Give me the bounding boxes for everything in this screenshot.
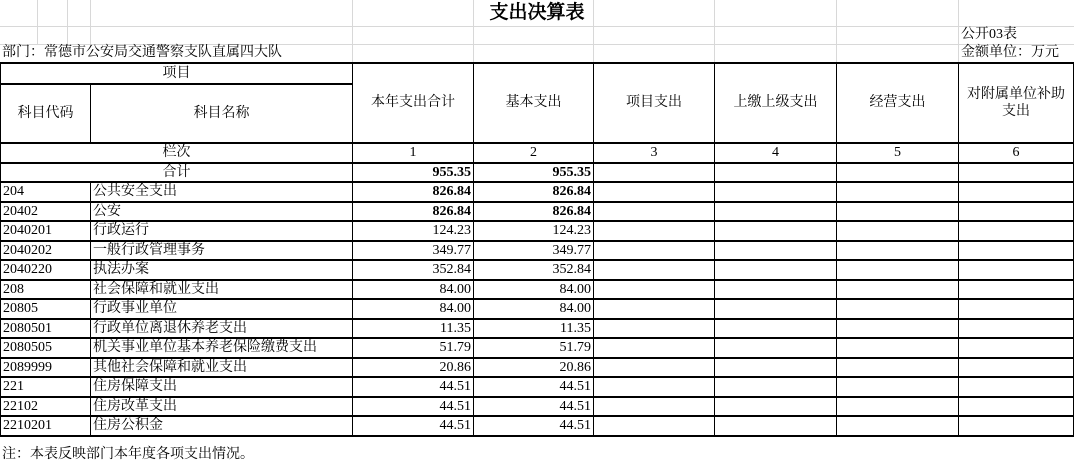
cell-empty[interactable] [837,221,959,241]
cell-code[interactable]: 2040220 [1,260,91,280]
cell-empty[interactable] [837,377,959,397]
cell-empty[interactable] [715,221,837,241]
cell-empty[interactable] [594,202,715,222]
cell-code[interactable]: 2210201 [1,416,91,436]
cell-basic[interactable]: 84.00 [474,280,594,300]
cell-empty[interactable] [594,358,715,378]
header-subject-code[interactable]: 科目代码 [1,84,91,143]
cell-total[interactable]: 826.84 [353,202,474,222]
page-title: 支出决算表 [489,2,585,23]
cell-total[interactable]: 51.79 [353,338,474,358]
cell-empty[interactable] [959,416,1074,436]
cell-code[interactable]: 2040202 [1,241,91,261]
cell-empty[interactable] [837,260,959,280]
cell-empty[interactable] [837,202,959,222]
cell-empty[interactable] [959,319,1074,339]
cell-empty[interactable] [959,163,1074,183]
cell-empty[interactable] [594,163,715,183]
cell-name[interactable]: 机关事业单位基本养老保险缴费支出 [91,338,353,358]
cell-name[interactable]: 行政运行 [91,221,353,241]
cell-name[interactable]: 一般行政管理事务 [91,241,353,261]
cell-empty[interactable] [594,280,715,300]
cell-total[interactable]: 44.51 [353,377,474,397]
cell-empty[interactable] [715,377,837,397]
column-index[interactable]: 4 [715,143,837,163]
cell-empty[interactable] [959,221,1074,241]
table-row [1,416,1074,436]
header-operating-expenditure[interactable]: 经营支出 [837,63,959,143]
cell-empty[interactable] [837,241,959,261]
column-index-label[interactable]: 栏次 [1,143,353,163]
cell-empty[interactable] [837,299,959,319]
table-row [1,260,1074,280]
cell-total[interactable]: 352.84 [353,260,474,280]
cell-basic[interactable]: 11.35 [474,319,594,339]
table-row [1,338,1074,358]
unit-label: 金额单位：万元 [961,45,1059,60]
column-index[interactable]: 2 [474,143,594,163]
form-code-label: 公开03表 [961,27,1017,42]
cell-code[interactable]: 20805 [1,299,91,319]
cell-empty[interactable] [837,319,959,339]
table-row [1,241,1074,261]
table-row [1,202,1074,222]
column-index[interactable]: 3 [594,143,715,163]
header-project-expenditure[interactable]: 项目支出 [594,63,715,143]
cell-code[interactable]: 2080505 [1,338,91,358]
column-index[interactable]: 1 [353,143,474,163]
cell-basic[interactable]: 349.77 [474,241,594,261]
cell-empty[interactable] [959,280,1074,300]
table-row [1,182,1074,202]
cell-empty[interactable] [715,299,837,319]
cell-name[interactable]: 公共安全支出 [91,182,353,202]
cell-empty[interactable] [959,397,1074,417]
cell-empty[interactable] [837,338,959,358]
cell-empty[interactable] [959,260,1074,280]
table-row [1,299,1074,319]
table-row [1,377,1074,397]
cell-name[interactable]: 住房公积金 [91,416,353,436]
cell-total[interactable]: 20.86 [353,358,474,378]
column-index[interactable]: 6 [959,143,1074,163]
cell-empty[interactable] [959,202,1074,222]
cell-empty[interactable] [715,358,837,378]
cell-basic[interactable]: 352.84 [474,260,594,280]
cell-empty[interactable] [837,358,959,378]
header-total-expenditure[interactable]: 本年支出合计 [353,63,474,143]
cell-empty[interactable] [715,202,837,222]
cell-basic[interactable]: 44.51 [474,397,594,417]
cell-name[interactable]: 行政事业单位 [91,299,353,319]
gridline [0,26,1074,27]
cell-empty[interactable] [594,338,715,358]
cell-empty[interactable] [959,182,1074,202]
cell-total[interactable]: 44.51 [353,416,474,436]
cell-basic[interactable]: 84.00 [474,299,594,319]
cell-name[interactable]: 公安 [91,202,353,222]
cell-empty[interactable] [715,241,837,261]
table-row [1,280,1074,300]
cell-empty[interactable] [594,299,715,319]
cell-code[interactable]: 20402 [1,202,91,222]
cell-empty[interactable] [959,358,1074,378]
cell-empty[interactable] [837,416,959,436]
cell-empty[interactable] [594,397,715,417]
cell-code[interactable]: 2089999 [1,358,91,378]
cell-code[interactable]: 22102 [1,397,91,417]
cell-empty[interactable] [959,241,1074,261]
cell-total[interactable]: 84.00 [353,299,474,319]
cell-basic[interactable]: 44.51 [474,377,594,397]
cell-basic[interactable]: 826.84 [474,182,594,202]
cell-code[interactable]: 208 [1,280,91,300]
cell-empty[interactable] [594,319,715,339]
table-row [1,221,1074,241]
cell-empty[interactable] [837,397,959,417]
cell-name[interactable]: 执法办案 [91,260,353,280]
header-subject-name[interactable]: 科目名称 [91,84,353,143]
cell-code[interactable]: 2080501 [1,319,91,339]
header-upturned-expenditure[interactable]: 上缴上级支出 [715,63,837,143]
cell-basic[interactable]: 51.79 [474,338,594,358]
column-index[interactable]: 5 [837,143,959,163]
cell-empty[interactable] [959,299,1074,319]
header-subsidy-expenditure[interactable]: 对附属单位补助支出 [959,63,1074,143]
cell-basic[interactable]: 20.86 [474,358,594,378]
cell-empty[interactable] [594,416,715,436]
table-row [1,358,1074,378]
cell-basic[interactable]: 124.23 [474,221,594,241]
cell-name[interactable]: 行政单位离退休养老支出 [91,319,353,339]
cell-code[interactable]: 2040201 [1,221,91,241]
cell-name[interactable]: 其他社会保障和就业支出 [91,358,353,378]
cell-empty[interactable] [594,221,715,241]
cell-empty[interactable] [715,416,837,436]
cell-empty[interactable] [715,182,837,202]
cell-name[interactable]: 住房改革支出 [91,397,353,417]
footnote: 注：本表反映部门本年度各项支出情况。 [2,447,254,462]
cell-basic[interactable]: 44.51 [474,416,594,436]
cell-total[interactable]: 124.23 [353,221,474,241]
cell-name[interactable]: 住房保障支出 [91,377,353,397]
cell-empty[interactable] [959,377,1074,397]
expenditure-table [0,62,1074,437]
cell-empty[interactable] [959,338,1074,358]
header-basic-expenditure[interactable]: 基本支出 [474,63,594,143]
cell-empty[interactable] [594,377,715,397]
table-row [1,319,1074,339]
cell-total[interactable]: 11.35 [353,319,474,339]
cell-total[interactable]: 826.84 [353,182,474,202]
cell-basic[interactable]: 955.35 [474,163,594,183]
cell-empty[interactable] [837,182,959,202]
table-row [1,397,1074,417]
cell-empty[interactable] [715,163,837,183]
cell-empty[interactable] [715,319,837,339]
cell-code[interactable]: 221 [1,377,91,397]
cell-empty[interactable] [594,182,715,202]
cell-total[interactable]: 349.77 [353,241,474,261]
cell-empty[interactable] [715,338,837,358]
cell-empty[interactable] [594,241,715,261]
cell-total[interactable]: 44.51 [353,397,474,417]
cell-empty[interactable] [715,397,837,417]
cell-empty[interactable] [715,280,837,300]
cell-name[interactable]: 社会保障和就业支出 [91,280,353,300]
cell-total[interactable]: 84.00 [353,280,474,300]
department-label: 部门：常德市公安局交通警察支队直属四大队 [2,45,282,60]
cell-empty[interactable] [715,260,837,280]
cell-code[interactable]: 204 [1,182,91,202]
total-row-label[interactable]: 合计 [1,163,353,183]
cell-empty[interactable] [837,163,959,183]
cell-empty[interactable] [837,280,959,300]
header-project-group[interactable]: 项目 [1,63,353,84]
cell-total[interactable]: 955.35 [353,163,474,183]
cell-empty[interactable] [594,260,715,280]
cell-basic[interactable]: 826.84 [474,202,594,222]
